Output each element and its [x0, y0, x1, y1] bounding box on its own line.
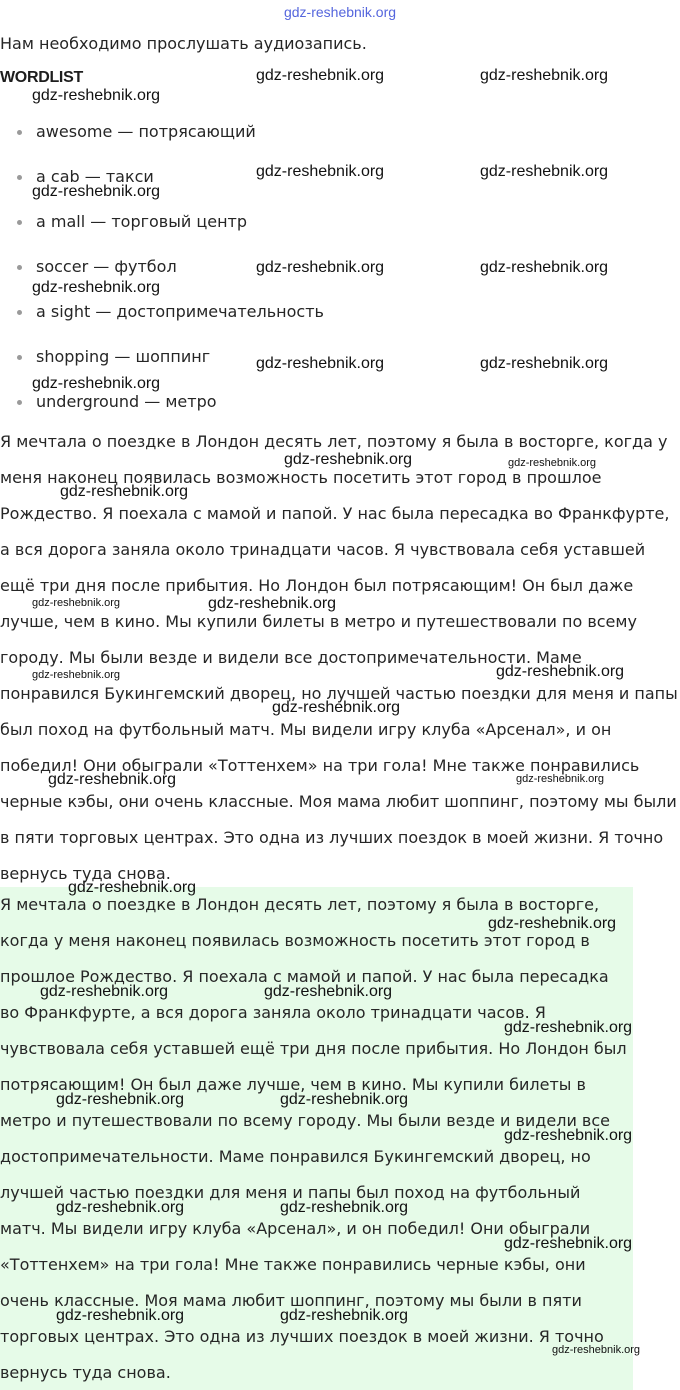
watermark: gdz-reshebnik.org	[508, 457, 597, 469]
wordlist-item-label: underground — метро	[36, 392, 217, 411]
watermark: gdz-reshebnik.org	[504, 1235, 633, 1252]
watermark: gdz-reshebnik.org	[480, 163, 609, 180]
watermark: gdz-reshebnik.org	[68, 879, 197, 896]
watermark: gdz-reshebnik.org	[56, 1199, 185, 1216]
watermark: gdz-reshebnik.org	[480, 355, 609, 372]
list-item	[0, 298, 324, 343]
wordlist-item-label: a sight — достопримечательность	[36, 302, 324, 321]
translation-paragraph: Я мечтала о поездке в Лондон десять лет, поэтому я была в восторге, когда у меня наконец появилась возможность посетить этот город в прошлое Рождество. Я поехала с мамой и папой. У нас была пересадка во Франкфурте, а вся дорога заняла около тринадцати часов. Я чувствовала себя уставшей ещё три дня после прибытия. Но Лондон был потрясающим! Он был даже лучше, чем в кино. Мы купили билеты в метро и путешествовали по всему городу. Мы были везде и видели все достопримечательности. Маме понравился Букингемский дворец, но лучшей частью поездки для меня и папы был поход на футбольный матч. Мы видели игру клуба «Арсенал», и он победил! Они обыграли «Тоттенхем» на три гола! Мне также понравились черные кэбы, они очень классные. Моя мама любит шоппинг, поэтому мы были в пяти торговых центрах. Это одна из лучших поездок в моей жизни. Я точно вернусь туда снова.	[0, 887, 633, 1390]
wordlist-item-label: soccer — футбол	[36, 257, 177, 276]
bullet-icon	[17, 400, 22, 405]
watermark: gdz-reshebnik.org	[280, 1091, 409, 1108]
watermark: gdz-reshebnik.org	[256, 259, 385, 276]
list-item	[0, 208, 324, 253]
bullet-icon	[17, 130, 22, 135]
watermark: gdz-reshebnik.org	[280, 1307, 409, 1324]
site-header-link[interactable]: gdz-reshebnik.org	[283, 4, 397, 20]
watermark: gdz-reshebnik.org	[284, 451, 413, 468]
wordlist-item-label: a mall — торговый центр	[36, 212, 248, 231]
wordlist-title: WORDLIST	[0, 69, 83, 86]
watermark: gdz-reshebnik.org	[256, 355, 385, 372]
watermark: gdz-reshebnik.org	[552, 1344, 641, 1356]
watermark: gdz-reshebnik.org	[48, 771, 177, 788]
watermark: gdz-reshebnik.org	[40, 983, 169, 1000]
watermark: gdz-reshebnik.org	[256, 67, 385, 84]
wordlist-item-label: a cab — такси	[36, 167, 154, 186]
watermark: gdz-reshebnik.org	[32, 375, 161, 392]
story-paragraph: Я мечтала о поездке в Лондон десять лет, поэтому я была в восторге, когда у меня наконец появилась возможность посетить этот город в прошлое Рождество. Я поехала с мамой и папой. У нас была пересадка во Франкфурте, а вся дорога заняла около тринадцати часов. Я чувствовала себя уставшей ещё три дня после прибытия. Но Лондон был потрясающим! Он был даже лучше, чем в кино. Мы купили билеты в метро и путешествовали по всему городу. Мы были везде и видели все достопримечательности. Маме понравился Букингемский дворец, но лучшей частью поездки для меня и папы был поход на футбольный матч. Мы видели игру клуба «Арсенал», и он победил! Они обыграли «Тоттенхем» на три гола! Мне также понравились черные кэбы, они очень классные. Моя мама любит шоппинг, поэтому мы были в пяти торговых центрах. Это одна из лучших поездок в моей жизни. Я точно вернусь туда снова.	[0, 432, 678, 883]
watermark: gdz-reshebnik.org	[272, 699, 401, 716]
watermark: gdz-reshebnik.org	[60, 483, 189, 500]
list-item	[0, 118, 324, 163]
watermark: gdz-reshebnik.org	[504, 1127, 633, 1144]
watermark: gdz-reshebnik.org	[32, 597, 121, 609]
watermark: gdz-reshebnik.org	[256, 163, 385, 180]
wordlist-item-label: awesome — потрясающий	[36, 122, 256, 141]
intro-text: Нам необходимо прослушать аудиозапись.	[0, 34, 367, 53]
watermark: gdz-reshebnik.org	[496, 663, 625, 680]
watermark: gdz-reshebnik.org	[56, 1091, 185, 1108]
wordlist-item-label: shopping — шоппинг	[36, 347, 211, 366]
bullet-icon	[17, 355, 22, 360]
watermark: gdz-reshebnik.org	[480, 67, 609, 84]
watermark: gdz-reshebnik.org	[32, 279, 161, 296]
bullet-icon	[17, 220, 22, 225]
watermark: gdz-reshebnik.org	[32, 669, 121, 681]
bullet-icon	[17, 265, 22, 270]
watermark: gdz-reshebnik.org	[32, 87, 161, 104]
watermark: gdz-reshebnik.org	[56, 1307, 185, 1324]
watermark: gdz-reshebnik.org	[264, 983, 393, 1000]
watermark: gdz-reshebnik.org	[504, 1019, 633, 1036]
watermark: gdz-reshebnik.org	[280, 1199, 409, 1216]
watermark: gdz-reshebnik.org	[516, 773, 605, 785]
watermark: gdz-reshebnik.org	[480, 259, 609, 276]
watermark: gdz-reshebnik.org	[208, 595, 337, 612]
bullet-icon	[17, 175, 22, 180]
watermark: gdz-reshebnik.org	[488, 915, 617, 932]
watermark: gdz-reshebnik.org	[32, 183, 161, 200]
bullet-icon	[17, 310, 22, 315]
